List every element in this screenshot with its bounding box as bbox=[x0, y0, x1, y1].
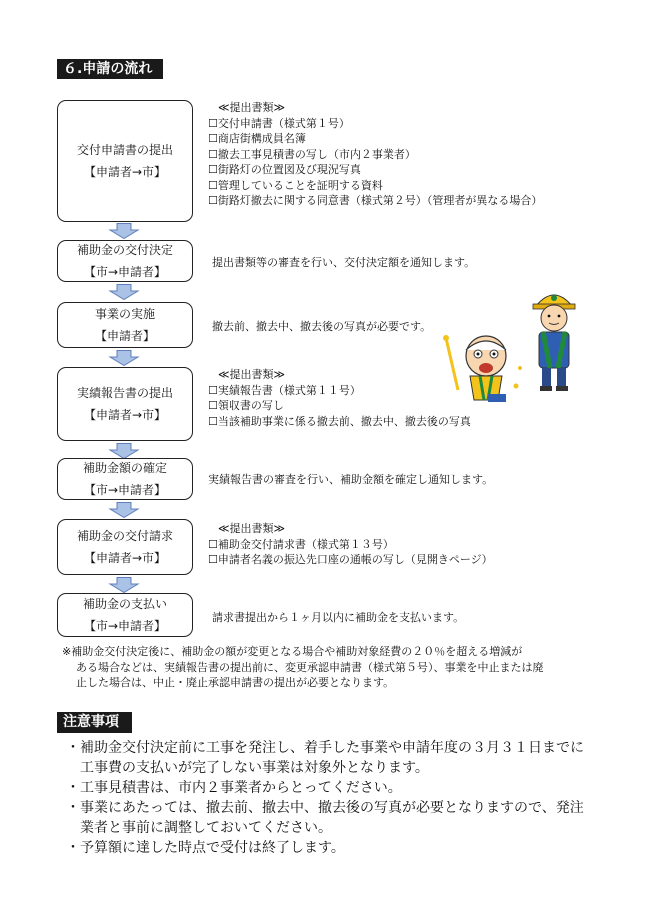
note-line: ・工事見積書は、市内２事業者からとってください。 bbox=[66, 780, 402, 796]
note-line: 工事費の支払いが完了しない事業は対象外となります。 bbox=[80, 760, 429, 776]
flow-arrow bbox=[108, 284, 140, 300]
step-grant-decision bbox=[57, 240, 193, 282]
doc-item: ☐管理していることを証明する資料 bbox=[208, 178, 383, 192]
doc-list-payment-request bbox=[208, 521, 493, 568]
note-line: 業者と事前に調整しておいてください。 bbox=[80, 820, 332, 836]
step-actor: 【申請者→市】 bbox=[83, 551, 167, 565]
doc-item: ☐交付申請書（様式第１号） bbox=[208, 116, 350, 130]
doc-item: ☐商店街構成員名簿 bbox=[208, 132, 306, 145]
step-title: 交付申請書の提出 bbox=[76, 143, 173, 157]
step-title: 実績報告書の提出 bbox=[76, 386, 173, 400]
doc-item: ☐街路灯撤去に関する同意書（様式第２号）（管理者が異なる場合） bbox=[208, 194, 543, 207]
desc-amount-confirmation: 実績報告書の審査を行い、補助金額を確定し通知します。 bbox=[208, 473, 494, 486]
doc-item: ☐申請者名義の振込先口座の通帳の写し（見開きページ） bbox=[208, 553, 493, 566]
doc-list-application bbox=[208, 100, 542, 209]
step-application bbox=[57, 100, 193, 222]
step-actor: 【市→申請者】 bbox=[83, 483, 167, 497]
desc-payment: 請求書提出から１ヶ月以内に補助金を支払います。 bbox=[212, 611, 465, 624]
flow-arrow bbox=[108, 502, 140, 518]
flow-arrow bbox=[108, 577, 140, 593]
section-title: ６.申請の流れ bbox=[57, 59, 163, 79]
step-actor: 【市→申請者】 bbox=[83, 265, 167, 279]
footnote bbox=[62, 644, 602, 691]
step-title: 補助金の交付決定 bbox=[76, 243, 173, 257]
step-actor: 【申請者】 bbox=[94, 329, 155, 343]
doc-item: ☐街路灯の位置図及び現況写真 bbox=[208, 163, 361, 176]
step-implementation bbox=[57, 302, 193, 348]
doc-list-header: ≪提出書類≫ bbox=[218, 368, 286, 381]
note-line: ・事業にあたっては、撤去前、撤去中、撤去後の写真が必要となりますので、発注 bbox=[66, 800, 584, 816]
worker-illustration bbox=[528, 286, 580, 392]
footnote-line: ある場合などは、実績報告書の提出前に、変更承認申請書（様式第５号）、事業を中止または廃 bbox=[76, 660, 544, 674]
footnote-line: ※補助金交付決定後に、補助金の額が変更となる場合や補助対象経費の２０％を超える増減が bbox=[62, 645, 523, 658]
step-report-submission bbox=[57, 367, 193, 441]
note-line: ・補助金交付決定前に工事を発注し、着手した事業や申請年度の３月３１日までに bbox=[66, 740, 584, 756]
doc-item: ☐実績報告書（様式第１１号） bbox=[208, 383, 361, 397]
step-title: 事業の実施 bbox=[94, 307, 155, 321]
step-payment-request bbox=[57, 519, 193, 575]
doc-item: ☐撤去工事見積書の写し（市内２事業者） bbox=[208, 147, 416, 161]
step-actor: 【申請者→市】 bbox=[83, 165, 167, 179]
doc-item: ☐当該補助事業に係る撤去前、撤去中、撤去後の写真 bbox=[208, 414, 471, 428]
doc-list-header: ≪提出書類≫ bbox=[218, 101, 286, 114]
notes-list bbox=[66, 738, 584, 858]
note-line: ・予算額に達した時点で受付は終了します。 bbox=[66, 840, 345, 856]
shocked-worker-illustration bbox=[440, 328, 528, 410]
footnote-line: 止した場合は、中止・廃止承認申請書の提出が必要となります。 bbox=[76, 676, 395, 689]
step-title: 補助金の支払い bbox=[82, 597, 167, 611]
doc-list-report bbox=[208, 367, 471, 429]
step-payment bbox=[57, 593, 193, 637]
step-title: 補助金の交付請求 bbox=[76, 529, 173, 543]
flow-arrow bbox=[108, 223, 140, 239]
doc-item: ☐領収書の写し bbox=[208, 399, 284, 412]
step-actor: 【申請者→市】 bbox=[83, 408, 167, 422]
step-title: 補助金額の確定 bbox=[82, 461, 167, 475]
notes-title: 注意事項 bbox=[57, 712, 132, 733]
doc-item: ☐補助金交付請求書（様式第１３号） bbox=[208, 537, 394, 551]
desc-grant-decision: 提出書類等の審査を行い、交付決定額を通知します。 bbox=[212, 256, 476, 269]
desc-implementation: 撤去前、撤去中、撤去後の写真が必要です。 bbox=[212, 320, 432, 333]
step-amount-confirmation bbox=[57, 458, 193, 500]
flow-arrow bbox=[108, 350, 140, 366]
step-actor: 【市→申請者】 bbox=[83, 619, 167, 633]
doc-list-header: ≪提出書類≫ bbox=[218, 522, 286, 535]
